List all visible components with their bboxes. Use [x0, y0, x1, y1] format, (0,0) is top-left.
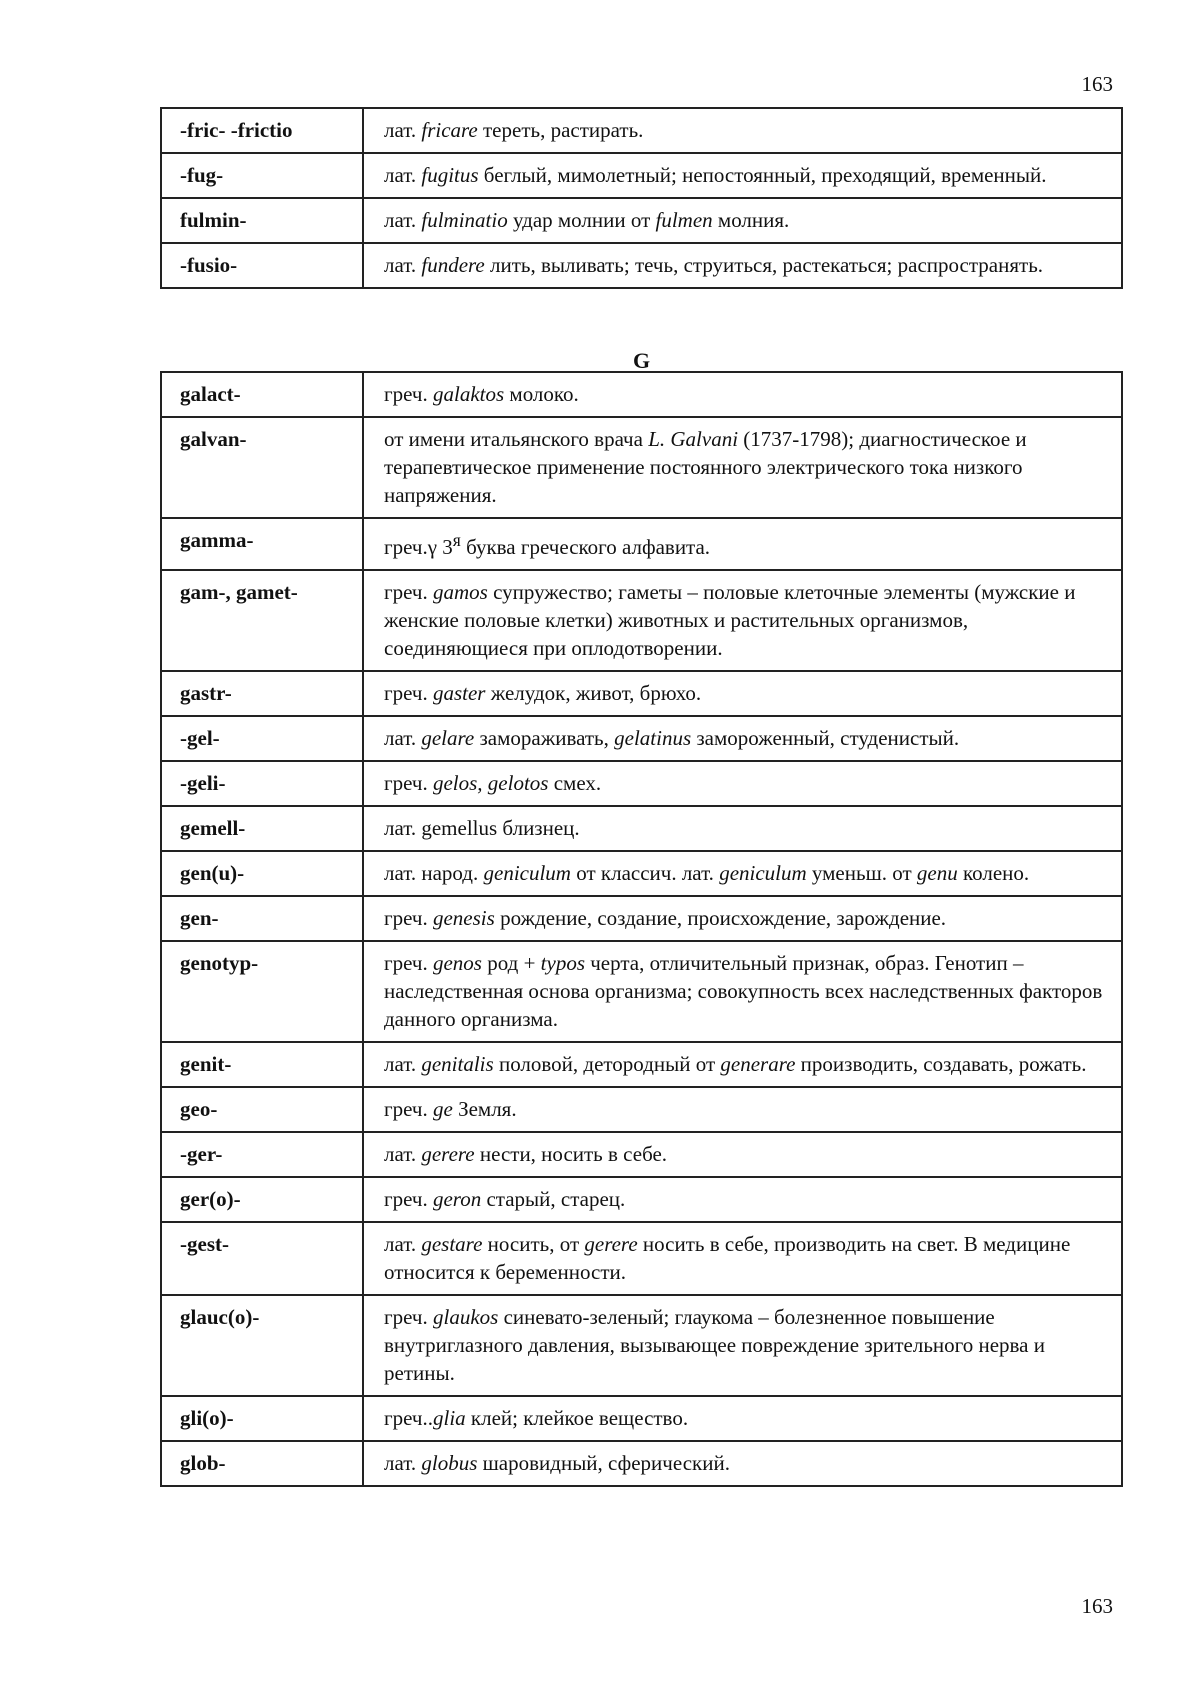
definition-text: нести, носить в себе.: [474, 1142, 668, 1166]
entry-term: -ger-: [161, 1132, 363, 1177]
source-word: glia: [432, 1406, 466, 1430]
page-number-top: 163: [1081, 72, 1113, 96]
entry-term: gamma-: [161, 518, 363, 570]
definition-text: греч.: [384, 580, 433, 604]
table-row: [161, 198, 1122, 243]
definition-text: колено.: [957, 861, 1030, 885]
entry-term: genotyp-: [161, 941, 363, 1042]
entry-term: gemell-: [161, 806, 363, 851]
entry-definition: [363, 1396, 1122, 1441]
source-word: gerere: [584, 1232, 638, 1256]
source-word: L. Galvani: [648, 427, 739, 451]
source-word: globus: [421, 1451, 478, 1475]
entry-term: geo-: [161, 1087, 363, 1132]
definition-text: смех.: [548, 771, 602, 795]
entry-definition: [363, 1222, 1122, 1295]
entry-definition: [363, 518, 1122, 570]
table-row: [161, 1222, 1122, 1295]
definition-text: носить, от: [482, 1232, 585, 1256]
source-word: gelatinus: [614, 726, 692, 750]
table-f-body: [161, 108, 1122, 288]
definition-text: половой, детородный от: [493, 1052, 721, 1076]
definition-text: замороженный, студенистый.: [691, 726, 960, 750]
definition-text: уменьш. от: [806, 861, 917, 885]
entry-definition: [363, 1177, 1122, 1222]
definition-text: шаровидный, сферический.: [477, 1451, 730, 1475]
entry-term: fulmin-: [161, 198, 363, 243]
definition-text: лат. gemellus близнец.: [384, 816, 580, 840]
definition-text: Земля.: [452, 1097, 517, 1121]
definition-text: желудок, живот, брюхо.: [485, 681, 702, 705]
source-word: geniculum: [719, 861, 807, 885]
source-word: genitalis: [421, 1052, 494, 1076]
definition-text: греч.: [384, 1187, 433, 1211]
table-row: [161, 851, 1122, 896]
table-row: [161, 896, 1122, 941]
definition-text: беглый, мимолетный; непостоянный, преходящий, временный.: [478, 163, 1047, 187]
definition-text: старый, старец.: [481, 1187, 626, 1211]
definition-text: молния.: [712, 208, 790, 232]
entry-term: gen-: [161, 896, 363, 941]
definition-text: лат.: [384, 726, 422, 750]
definition-text: лат.: [384, 1232, 422, 1256]
page-number-bottom: 163: [1081, 1594, 1113, 1618]
entry-definition: [363, 1087, 1122, 1132]
table-row: [161, 1396, 1122, 1441]
table-row: [161, 1132, 1122, 1177]
source-word: typos: [540, 951, 585, 975]
definition-text: (1737-1798); диагностическое и терапевтическое применение постоянного электрического тока низкого напряжения.: [384, 427, 1027, 507]
definition-text: лат.: [384, 163, 422, 187]
definition-text: греч.: [384, 1305, 433, 1329]
definition-text: удар молнии от: [507, 208, 656, 232]
entry-definition: [363, 761, 1122, 806]
entry-definition: [363, 417, 1122, 518]
definition-text: лат. народ.: [384, 861, 484, 885]
source-word: gestare: [421, 1232, 483, 1256]
definition-text: лат.: [384, 1142, 422, 1166]
definition-text: лить, выливать; течь, струиться, растекаться; распространять.: [484, 253, 1044, 277]
table-g-body: [161, 372, 1122, 1486]
definition-text: греч.: [384, 382, 433, 406]
source-word: gelos, gelotos: [432, 771, 549, 795]
table-row: [161, 1087, 1122, 1132]
definition-text: клей; клейкое вещество.: [465, 1406, 689, 1430]
entry-term: -gest-: [161, 1222, 363, 1295]
entry-definition: [363, 372, 1122, 417]
definition-text: производить, создавать, рожать.: [795, 1052, 1087, 1076]
table-row: [161, 243, 1122, 288]
source-word: gaster: [432, 681, 486, 705]
source-word: geniculum: [483, 861, 571, 885]
entry-definition: [363, 941, 1122, 1042]
definition-text: греч..: [384, 1406, 433, 1430]
dictionary-table-g: [160, 371, 1123, 1487]
definition-text: греч.: [384, 1097, 433, 1121]
source-word: gamos: [432, 580, 488, 604]
table-row: [161, 108, 1122, 153]
entry-definition: [363, 108, 1122, 153]
entry-term: gen(u)-: [161, 851, 363, 896]
entry-definition: [363, 153, 1122, 198]
table-row: [161, 1042, 1122, 1087]
entry-term: galvan-: [161, 417, 363, 518]
table-row: [161, 518, 1122, 570]
dictionary-table-f: [160, 107, 1123, 289]
entry-term: ger(o)-: [161, 1177, 363, 1222]
entry-term: gli(o)-: [161, 1396, 363, 1441]
table-row: [161, 806, 1122, 851]
table-row: [161, 761, 1122, 806]
table-row: [161, 372, 1122, 417]
entry-term: -fug-: [161, 153, 363, 198]
definition-text: лат.: [384, 208, 422, 232]
superscript: я: [452, 530, 461, 550]
entry-definition: [363, 570, 1122, 671]
entry-term: genit-: [161, 1042, 363, 1087]
source-word: fundere: [421, 253, 485, 277]
definition-text: замораживать,: [474, 726, 615, 750]
entry-definition: [363, 806, 1122, 851]
definition-text: носить в себе, производить на свет. В медицине относится к беременности.: [384, 1232, 1071, 1284]
definition-text: лат.: [384, 1052, 422, 1076]
source-word: gerere: [421, 1142, 475, 1166]
definition-text: буква греческого алфавита.: [460, 535, 711, 559]
entry-definition: [363, 1132, 1122, 1177]
source-word: galaktos: [432, 382, 505, 406]
definition-text: греч.γ 3: [384, 535, 453, 559]
definition-text: лат.: [384, 1451, 422, 1475]
source-word: fulmen: [655, 208, 713, 232]
table-row: [161, 1441, 1122, 1486]
source-word: genos: [432, 951, 482, 975]
source-word: ge: [432, 1097, 453, 1121]
source-word: glaukos: [432, 1305, 499, 1329]
source-word: fulminatio: [421, 208, 508, 232]
section-letter: G: [632, 348, 651, 373]
entry-definition: [363, 851, 1122, 896]
source-word: gelare: [421, 726, 475, 750]
source-word: genu: [916, 861, 958, 885]
definition-text: супружество; гаметы – половые клеточные элементы (мужские и женские половые клетки) животных и растительных организмов, соединяющиеся при оплодотворении.: [384, 580, 1076, 660]
table-row: [161, 1177, 1122, 1222]
definition-text: молоко.: [504, 382, 579, 406]
definition-text: греч.: [384, 951, 433, 975]
definition-text: греч.: [384, 906, 433, 930]
definition-text: лат.: [384, 253, 422, 277]
definition-text: греч.: [384, 681, 433, 705]
entry-term: -fric- -frictio: [161, 108, 363, 153]
source-word: fugitus: [421, 163, 479, 187]
definition-text: род +: [481, 951, 541, 975]
definition-text: от имени итальянского врача: [384, 427, 649, 451]
entry-term: gastr-: [161, 671, 363, 716]
table-row: [161, 153, 1122, 198]
table-row: [161, 671, 1122, 716]
source-word: generare: [720, 1052, 796, 1076]
entry-definition: [363, 896, 1122, 941]
table-row: [161, 417, 1122, 518]
entry-definition: [363, 716, 1122, 761]
table-row: [161, 716, 1122, 761]
table-row: [161, 941, 1122, 1042]
definition-text: рождение, создание, происхождение, зарождение.: [494, 906, 947, 930]
entry-term: -geli-: [161, 761, 363, 806]
entry-term: gam-, gamet-: [161, 570, 363, 671]
entry-term: glob-: [161, 1441, 363, 1486]
definition-text: греч.: [384, 771, 433, 795]
definition-text: от классич. лат.: [570, 861, 720, 885]
definition-text: тереть, растирать.: [477, 118, 644, 142]
table-row: [161, 570, 1122, 671]
entry-definition: [363, 243, 1122, 288]
entry-definition: [363, 198, 1122, 243]
entry-term: -gel-: [161, 716, 363, 761]
entry-definition: [363, 1441, 1122, 1486]
source-word: geron: [432, 1187, 482, 1211]
entry-definition: [363, 1042, 1122, 1087]
entry-term: -fusio-: [161, 243, 363, 288]
table-row: [161, 1295, 1122, 1396]
definition-text: черта, отличительный признак, образ. Генотип – наследственная основа организма; совокупность всех наследственных факторов данного организма.: [384, 951, 1103, 1031]
definition-text: синевато-зеленый; глаукома – болезненное повышение внутриглазного давления, вызывающее повреждение зрительного нерва и ретины.: [384, 1305, 1045, 1385]
entry-term: galact-: [161, 372, 363, 417]
entry-term: glauc(o)-: [161, 1295, 363, 1396]
definition-text: лат.: [384, 118, 422, 142]
source-word: genesis: [432, 906, 495, 930]
source-word: fricare: [421, 118, 478, 142]
entry-definition: [363, 671, 1122, 716]
entry-definition: [363, 1295, 1122, 1396]
